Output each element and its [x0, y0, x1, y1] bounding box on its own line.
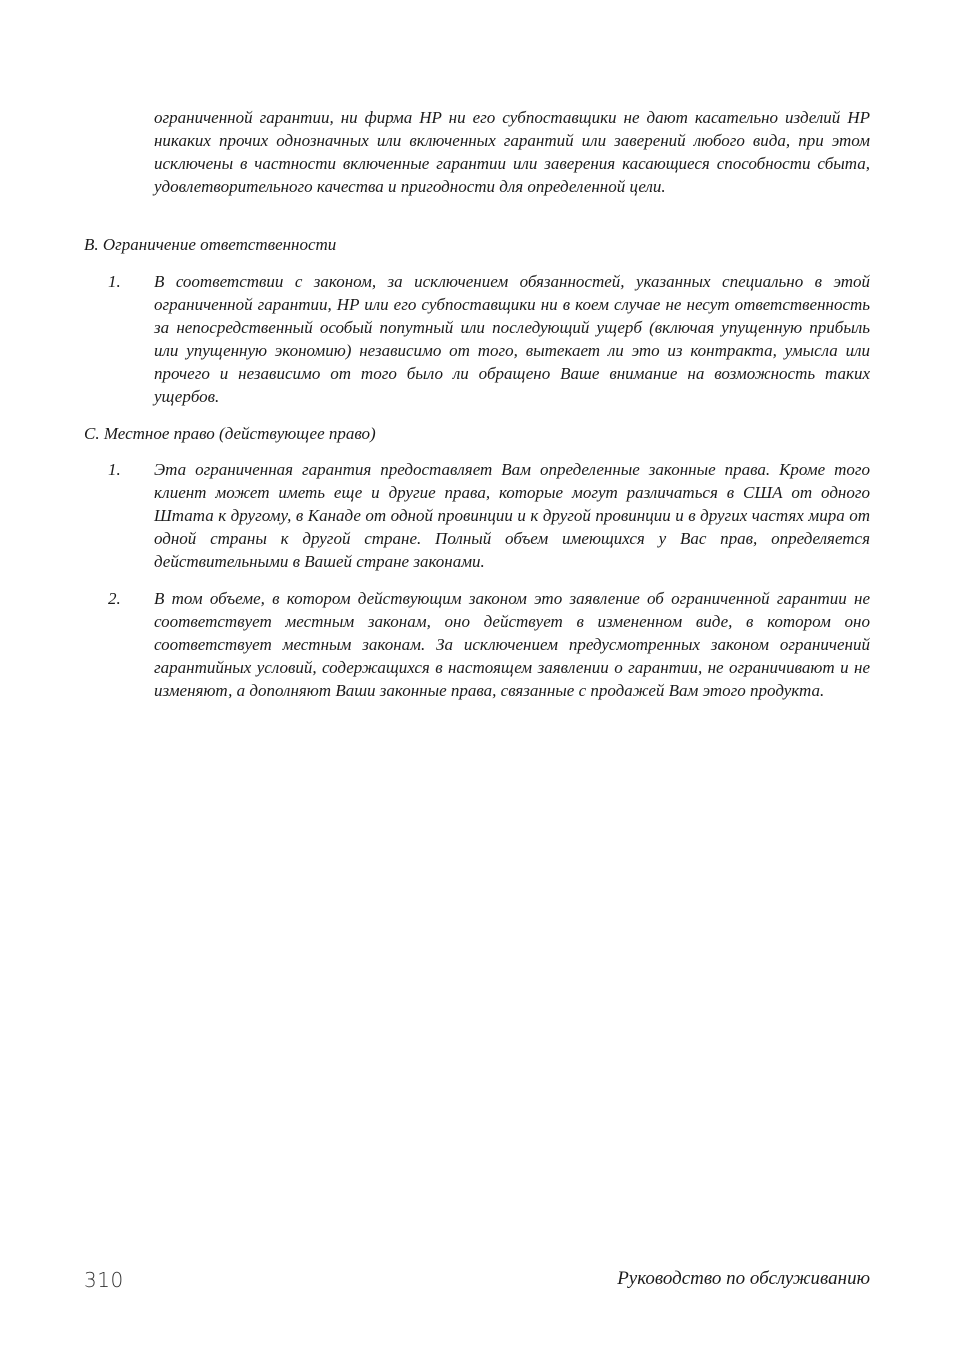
footer-document-title: Руководство по обслуживанию [617, 1268, 870, 1289]
page-number: 310 [84, 1268, 124, 1292]
section-heading-c: C. Местное право (действующее право) [84, 424, 376, 443]
section-heading-b: B. Ограничение ответственности [84, 235, 337, 254]
continuation-paragraph: ограниченной гарантии, ни фирма HP ни его субпоставщики не дают касательно изделий HP никаких прочих однозначных или включенных гарантий или заверений любого вида, при этом исключены в частности включенные гарантии или заверения касающиеся способности сбыта, удовлетворительного качества и пригодности для определенной цели. [154, 108, 870, 196]
section-c-item-2-text: В том объеме, в котором действующим законом это заявление об ограниченной гарантии не соответствует местным законам, оно действует в измененном виде, в котором оно соответствует местным законам. За исключением предусмотренных законом ограничений гарантийных условий, содержащихся в настоящем заявлении о гарантии, не ограничивают и не изменяют, а дополняют Ваши законные права, связанные с продажей Вам этого продукта. [154, 589, 870, 700]
item-number: 1. [108, 272, 121, 291]
item-number: 2. [108, 589, 121, 608]
item-number: 1. [108, 460, 121, 479]
section-b-item-1-text: В соответствии с законом, за исключением обязанностей, указанных специально в этой ограниченной гарантии, HP или его субпоставщики ни в коем случае не несут ответственность за непосредственный особый попутный или последующий ущерб (включая упущенную прибыль или упущенную экономию) независимо от того, вытекает ли это из контракта, умысла или прочего и независимо от того было ли обращено Ваше внимание на возможность таких ущербов. [154, 272, 870, 406]
section-c-item-1-text: Эта ограниченная гарантия предоставляет Вам определенные законные права. Кроме того клиент может иметь еще и другие права, которые могут различаться в США от одного Штата к другому, в Канаде от одной провинции и к другой провинции и в других частях мира от одной страны к другой стране. Полный объем имеющихся у Вас прав, определяется действительными в Вашей стране законами. [154, 460, 870, 571]
